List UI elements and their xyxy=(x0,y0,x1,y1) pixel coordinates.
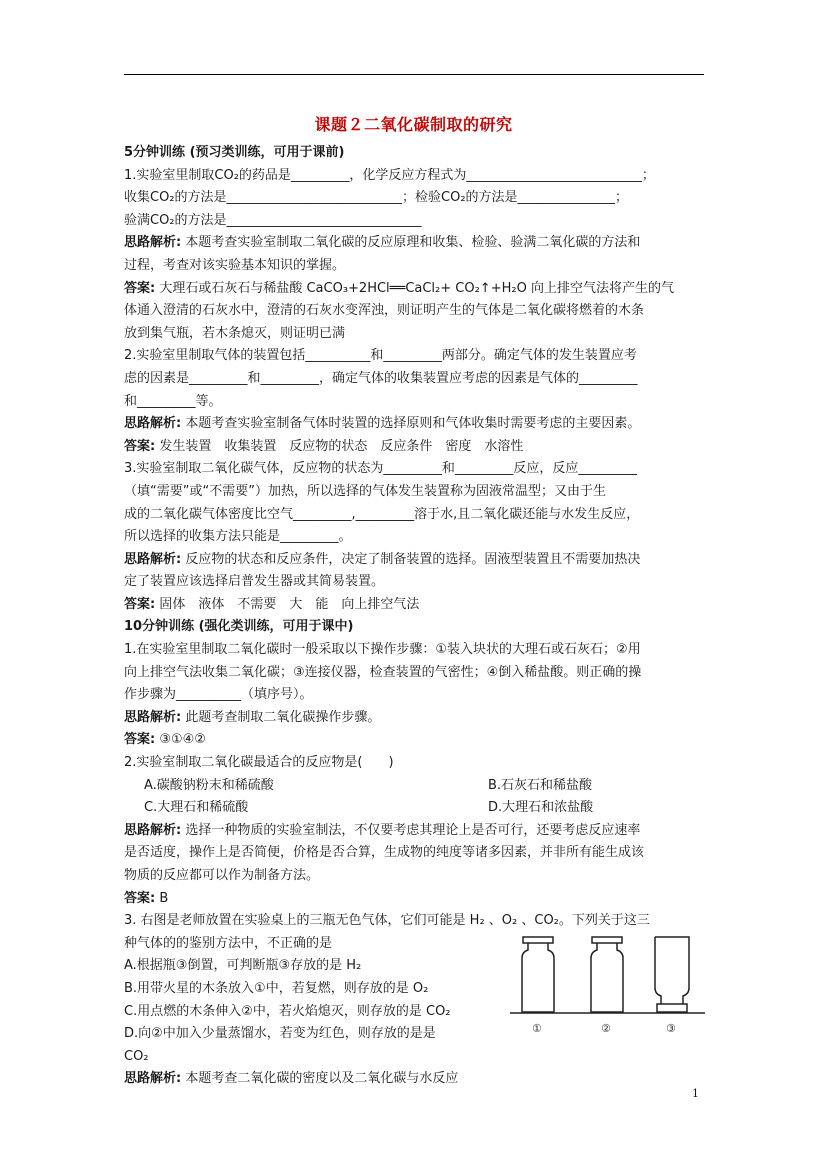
question-line: 3.实验室制取二氧化碳气体，反应物的状态为_________和_________反应，反应_________ xyxy=(124,461,637,477)
bottle-2 xyxy=(591,937,623,1012)
analysis-line: 思路解析: 反应物的状态和反应条件，决定了制备装置的选择。固液型装置且不需要加热决 xyxy=(124,551,641,567)
answer-line: 答案: 固体 液体 不需要 大 能 向上排空气法 xyxy=(124,596,420,612)
page-title: 课题２二氧化碳制取的研究 xyxy=(314,115,513,134)
section-heading-10min: 10分钟训练 (强化类训练，可用于课中) xyxy=(124,619,354,635)
question-line: 向上排空气法收集二氧化碳；③连接仪器，检查装置的气密性；④倒入稀盐酸。则正确的操 xyxy=(124,664,642,680)
answer-label: 答案: xyxy=(124,438,156,454)
analysis-label: 思路解析: xyxy=(124,822,182,838)
option-a: A.碳酸钠粉末和稀硫酸 xyxy=(144,777,274,793)
option-row xyxy=(124,797,709,820)
bottle-3-body xyxy=(655,937,689,1004)
answer-line: 答案: B xyxy=(124,890,169,906)
option-c: C.大理石和稀硫酸 xyxy=(144,800,249,816)
analysis-line: 思路解析: 选择一种物质的实验室制法，不仅要考虑其理论上是否可行，还要考虑反应速率 xyxy=(124,822,641,838)
bottle-3 xyxy=(655,937,689,1012)
answer-line: 答案: 大理石或石灰石与稀盐酸 CaCO₃+2HCl══CaCl₂+ CO₂↑+H₂O 向上排空气法将产生的气 xyxy=(124,280,674,296)
answer-label: 答案: xyxy=(124,732,156,748)
answer-line: 答案: ③①④② xyxy=(124,732,206,748)
question-line: 成的二氧化碳气体密度比空气_________,_________溶于水,且二氧化碳还能与水发生反应， xyxy=(124,506,640,522)
gas-bottles-figure xyxy=(510,930,705,1040)
analysis-label: 思路解析: xyxy=(124,709,182,725)
header-rule xyxy=(124,74,704,75)
question-line: 1.实验室里制取CO₂的药品是_________，化学反应方程式为___________________________； xyxy=(124,167,655,183)
bottle-2-lid xyxy=(592,937,622,943)
analysis-line: 定了装置应该选择启普发生器或其简易装置。 xyxy=(124,574,385,590)
answer-line: 答案: 发生装置 收集装置 反应物的状态 反应条件 密度 水溶性 xyxy=(124,438,524,454)
analysis-label: 思路解析: xyxy=(124,1071,182,1087)
option-c: C.用点燃的木条伸入②中，若火焰熄灭，则存放的是 CO₂ xyxy=(124,1003,451,1019)
question-line: 验满CO₂的方法是______________________________ xyxy=(124,212,422,228)
analysis-line: 思路解析: 此题考查制取二氧化碳操作步骤。 xyxy=(124,709,381,725)
bottle-3-lid xyxy=(657,1004,687,1012)
option-d-cont: CO₂ xyxy=(124,1048,149,1064)
answer-line: 体通入澄清的石灰水中，澄清的石灰水变浑浊，则证明产生的气体是二氧化碳将燃着的木条 xyxy=(124,303,645,319)
question-line: 所以选择的收集方法只能是_________。 xyxy=(124,529,352,545)
answer-line: 放到集气瓶，若木条熄灭，则证明已满 xyxy=(124,325,346,341)
option-b: B.用带火星的木条放入①中，若复燃，则存放的是 O₂ xyxy=(124,980,429,996)
analysis-line: 过程，考查对该实验基本知识的掌握。 xyxy=(124,257,346,273)
option-row xyxy=(124,775,709,798)
question-line: 种气体的的鉴别方法中，不正确的是 xyxy=(124,935,333,951)
question-line: 3. 右图是老师放置在实验桌上的三瓶无色气体，它们可能是 H₂ 、O₂ 、CO₂。下列关于这三 xyxy=(124,913,650,929)
figure-label-1: ① xyxy=(532,1022,542,1035)
analysis-line: 思路解析: 本题考查实验室制取二氧化碳的反应原理和收集、检验、验满二氧化碳的方法和 xyxy=(124,235,641,251)
option-d: D.向②中加入少量蒸馏水，若变为红色，则存放的是是 xyxy=(124,1026,436,1042)
bottle-1-lid xyxy=(523,937,553,943)
answer-label: 答案: xyxy=(124,890,156,906)
analysis-line: 思路解析: 本题考查二氧化碳的密度以及二氧化碳与水反应 xyxy=(124,1071,459,1087)
analysis-line: 物质的反应都可以作为制备方法。 xyxy=(124,868,320,883)
question-line: 作步骤为__________（填序号）。 xyxy=(124,687,313,703)
section-heading-5min: 5分钟训练 (预习类训练，可用于课前) xyxy=(124,145,345,160)
question-line: 收集CO₂的方法是___________________________；检验CO₂的方法是_______________； xyxy=(124,190,629,206)
figure-label-2: ② xyxy=(601,1022,611,1035)
analysis-line: 思路解析: 本题考查实验室制备气体时装置的选择原则和气体收集时需要考虑的主要因素。 xyxy=(124,416,641,432)
bottle-1 xyxy=(522,937,554,1012)
option-d: D.大理石和浓盐酸 xyxy=(488,800,594,816)
page-number: 1 xyxy=(692,1087,699,1100)
analysis-label: 思路解析: xyxy=(124,235,182,251)
bottle-1-body xyxy=(522,943,554,1012)
answer-label: 答案: xyxy=(124,280,156,296)
question-line: （填“需要”或“不需要”）加热，所以选择的气体发生装置称为固液常温型；又由于生 xyxy=(124,483,606,499)
analysis-label: 思路解析: xyxy=(124,551,182,567)
gas-bottles-svg xyxy=(510,930,705,1040)
bottle-2-body xyxy=(591,943,623,1012)
figure-label-3: ③ xyxy=(666,1022,676,1035)
analysis-line: 是否适度，操作上是否简便，价格是否合算，生成物的纯度等诸多因素，并非所有能生成该 xyxy=(124,845,645,861)
question-line: 和_________等。 xyxy=(124,393,222,409)
analysis-label: 思路解析: xyxy=(124,416,182,432)
question-line: 2.实验室制取二氧化碳最适合的反应物是( ) xyxy=(124,755,394,771)
question-line: 虑的因素是_________和_________，确定气体的收集装置应考虑的因素是气体的_________ xyxy=(124,370,638,386)
answer-label: 答案: xyxy=(124,596,156,612)
option-b: B.石灰石和稀盐酸 xyxy=(488,777,593,793)
option-a: A.根据瓶③倒置，可判断瓶③存放的是 H₂ xyxy=(124,958,362,974)
question-line: 1.在实验室里制取二氧化碳时一般采取以下操作步骤：①装入块状的大理石或石灰石；②用 xyxy=(124,642,641,658)
question-line: 2.实验室里制取气体的装置包括__________和_________两部分。确定气体的发生装置应考 xyxy=(124,348,637,364)
